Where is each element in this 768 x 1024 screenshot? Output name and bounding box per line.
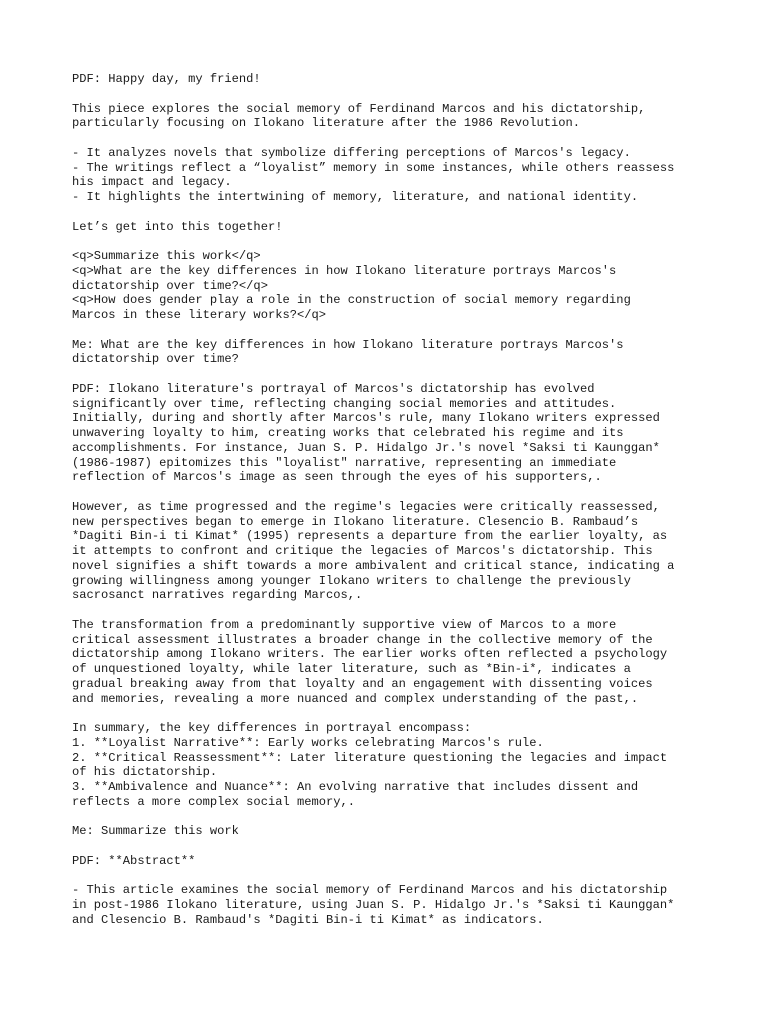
text-line: his impact and legacy. bbox=[72, 175, 232, 190]
text-line: of his dictatorship. bbox=[72, 765, 218, 780]
text-line: particularly focusing on Ilokano literature after the 1986 Revolution. bbox=[72, 116, 581, 131]
text-line: Initially, during and shortly after Marcos's rule, many Ilokano writers expressed bbox=[72, 411, 660, 426]
text-paragraph bbox=[72, 249, 712, 323]
text-line: 1. **Loyalist Narrative**: Early works celebrating Marcos's rule. bbox=[72, 735, 544, 750]
text-line: Let’s get into this together! bbox=[72, 219, 283, 234]
text-line: PDF: Ilokano literature's portrayal of Marcos's dictatorship has evolved bbox=[72, 381, 595, 396]
text-paragraph bbox=[72, 883, 712, 927]
text-line: 3. **Ambivalence and Nuance**: An evolving narrative that includes dissent and bbox=[72, 780, 639, 794]
text-line: This piece explores the social memory of Ferdinand Marcos and his dictatorship, bbox=[72, 101, 646, 116]
text-line: new perspectives began to emerge in Ilokano literature. Clesencio B. Rambaud’s bbox=[72, 514, 639, 529]
text-line: and Clesencio B. Rambaud's *Dagiti Bin-i ti Kimat* as indicators. bbox=[72, 912, 544, 927]
text-line: accomplishments. For instance, Juan S. P. Hidalgo Jr.'s novel *Saksi ti Kaunggan* bbox=[72, 440, 660, 455]
text-line: dictatorship over time? bbox=[72, 352, 239, 367]
text-line: *Dagiti Bin-i ti Kimat* (1995) represents a departure from the earlier loyalty, as bbox=[72, 529, 668, 544]
text-paragraph bbox=[72, 338, 712, 368]
text-line: novel signifies a shift towards a more ambivalent and critical stance, indicating a bbox=[72, 558, 675, 573]
text-line: reflects a more complex social memory,. bbox=[72, 794, 356, 809]
text-line: unwavering loyalty to him, creating works that celebrated his regime and its bbox=[72, 426, 624, 440]
text-line: <q>How does gender play a role in the construction of social memory regarding bbox=[72, 293, 631, 308]
text-line: significantly over time, reflecting changing social memories and attitudes. bbox=[72, 396, 617, 411]
text-paragraph bbox=[72, 618, 712, 707]
text-line: However, as time progressed and the regime's legacies were critically reassessed, bbox=[72, 499, 660, 514]
text-line: dictatorship among Ilokano writers. The earlier works often reflected a psychology bbox=[72, 647, 668, 662]
text-line: PDF: **Abstract** bbox=[72, 853, 196, 868]
text-paragraph bbox=[72, 220, 712, 235]
text-line: (1986-1987) epitomizes this "loyalist" narrative, representing an immediate bbox=[72, 455, 617, 470]
text-line: - It highlights the intertwining of memory, literature, and national identity. bbox=[72, 190, 639, 204]
text-line: it attempts to confront and critique the legacies of Marcos's dictatorship. This bbox=[72, 544, 653, 558]
text-line: 2. **Critical Reassessment**: Later literature questioning the legacies and impact bbox=[72, 750, 668, 765]
text-line: growing willingness among younger Ilokano writers to challenge the previously bbox=[72, 573, 631, 588]
text-line: and memories, revealing a more nuanced and complex understanding of the past,. bbox=[72, 691, 639, 706]
text-line: in post-1986 Ilokano literature, using Juan S. P. Hidalgo Jr.'s *Saksi ti Kaunggan* bbox=[72, 898, 675, 912]
text-line: Me: What are the key differences in how Ilokano literature portrays Marcos's bbox=[72, 337, 624, 352]
text-paragraph bbox=[72, 72, 712, 87]
text-line: - This article examines the social memory of Ferdinand Marcos and his dictatorship bbox=[72, 883, 668, 898]
text-line: sacrosanct narratives regarding Marcos,. bbox=[72, 588, 363, 603]
text-line: - The writings reflect a “loyalist” memory in some instances, while others reassess bbox=[72, 160, 675, 175]
text-paragraph bbox=[72, 382, 712, 485]
text-line: In summary, the key differences in portrayal encompass: bbox=[72, 721, 472, 735]
document-page bbox=[72, 72, 712, 942]
text-line: Marcos in these literary works?</q> bbox=[72, 308, 327, 322]
text-line: <q>Summarize this work</q> bbox=[72, 249, 261, 263]
text-line: <q>What are the key differences in how Ilokano literature portrays Marcos's bbox=[72, 263, 617, 278]
text-line: of unquestioned loyalty, while later literature, such as *Bin-i*, indicates a bbox=[72, 662, 631, 676]
text-paragraph bbox=[72, 854, 712, 869]
text-line: PDF: Happy day, my friend! bbox=[72, 72, 261, 86]
text-line: gradual breaking away from that loyalty and an engagement with dissenting voices bbox=[72, 676, 653, 691]
text-line: critical assessment illustrates a broader change in the collective memory of the bbox=[72, 632, 653, 647]
text-paragraph bbox=[72, 824, 712, 839]
text-line: reflection of Marcos's image as seen through the eyes of his supporters,. bbox=[72, 470, 602, 485]
text-paragraph bbox=[72, 500, 712, 603]
text-line: The transformation from a predominantly supportive view of Marcos to a more bbox=[72, 617, 617, 632]
text-paragraph bbox=[72, 721, 712, 810]
text-line: - It analyzes novels that symbolize differing perceptions of Marcos's legacy. bbox=[72, 145, 631, 160]
text-paragraph bbox=[72, 146, 712, 205]
text-line: dictatorship over time?</q> bbox=[72, 278, 268, 293]
text-line: Me: Summarize this work bbox=[72, 824, 239, 839]
text-paragraph bbox=[72, 102, 712, 132]
